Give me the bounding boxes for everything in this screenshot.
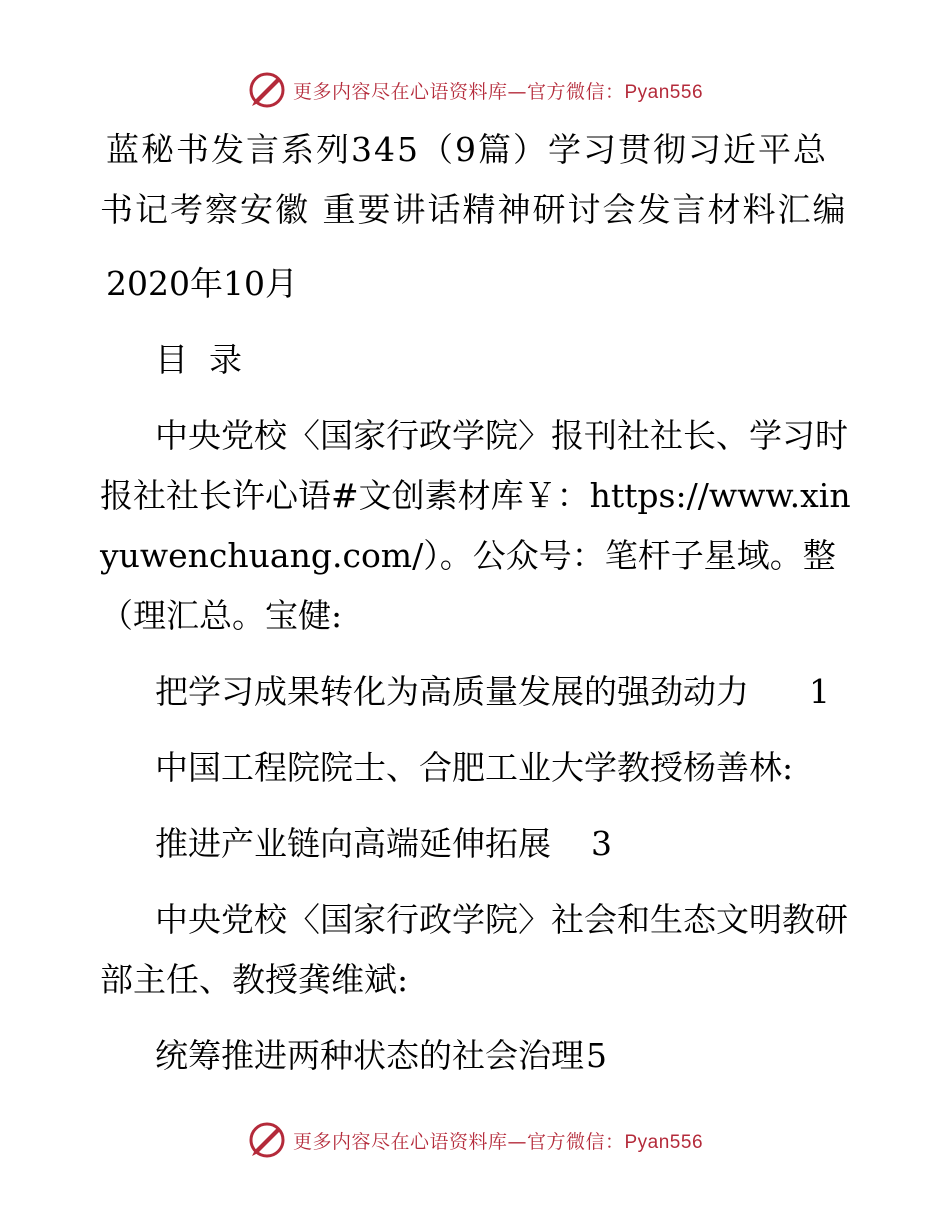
banner-text: 更多内容尽在心语资料库—官方微信：Pyan556 — [292, 80, 704, 103]
toc-entry-title: 把学习成果转化为高质量发展的强劲动力 — [155, 672, 749, 711]
document-body — [100, 120, 860, 1086]
toc-heading: 目 录 — [155, 340, 242, 379]
toc-entry-page: 3 — [591, 824, 612, 863]
pen-logo-icon — [247, 1120, 287, 1160]
toc-entry-page: 5 — [586, 1036, 607, 1075]
document-date: 2020年10月 — [106, 264, 298, 303]
toc-entry-title: 统筹推进两种状态的社会治理 — [155, 1036, 584, 1075]
header-banner — [0, 68, 950, 112]
pen-logo-icon — [247, 70, 287, 110]
wechat-handle: Pyan556 — [624, 1131, 704, 1153]
wechat-handle: Pyan556 — [624, 81, 704, 103]
toc-entry — [100, 1026, 860, 1086]
toc-entry — [100, 662, 860, 722]
toc-entry — [100, 814, 860, 874]
toc-entry-author: 中国工程院院士、合肥工业大学教授杨善林: — [155, 748, 794, 787]
banner-text: 更多内容尽在心语资料库—官方微信：Pyan556 — [292, 1130, 704, 1153]
footer-banner — [0, 1118, 950, 1162]
toc-entry-author: 中央党校〈国家行政学院〉社会和生态文明教研部主任、教授龚维斌: — [100, 900, 848, 999]
document-title: 蓝秘书发言系列345（9篇）学习贯彻习近平总书记考察安徽 重要讲话精神研讨会发言材料汇编 — [100, 130, 848, 229]
toc-entry-title: 推进产业链向高端延伸拓展 — [155, 824, 551, 863]
toc-entry-page: 1 — [809, 672, 830, 711]
intro-paragraph: 中央党校〈国家行政学院〉报刊社社长、学习时报社社长许心语#文创素材库￥：https://www.xinyuwenchuang.com/）。公众号：笔杆子星域。整（理汇总。宝健: — [100, 416, 851, 635]
